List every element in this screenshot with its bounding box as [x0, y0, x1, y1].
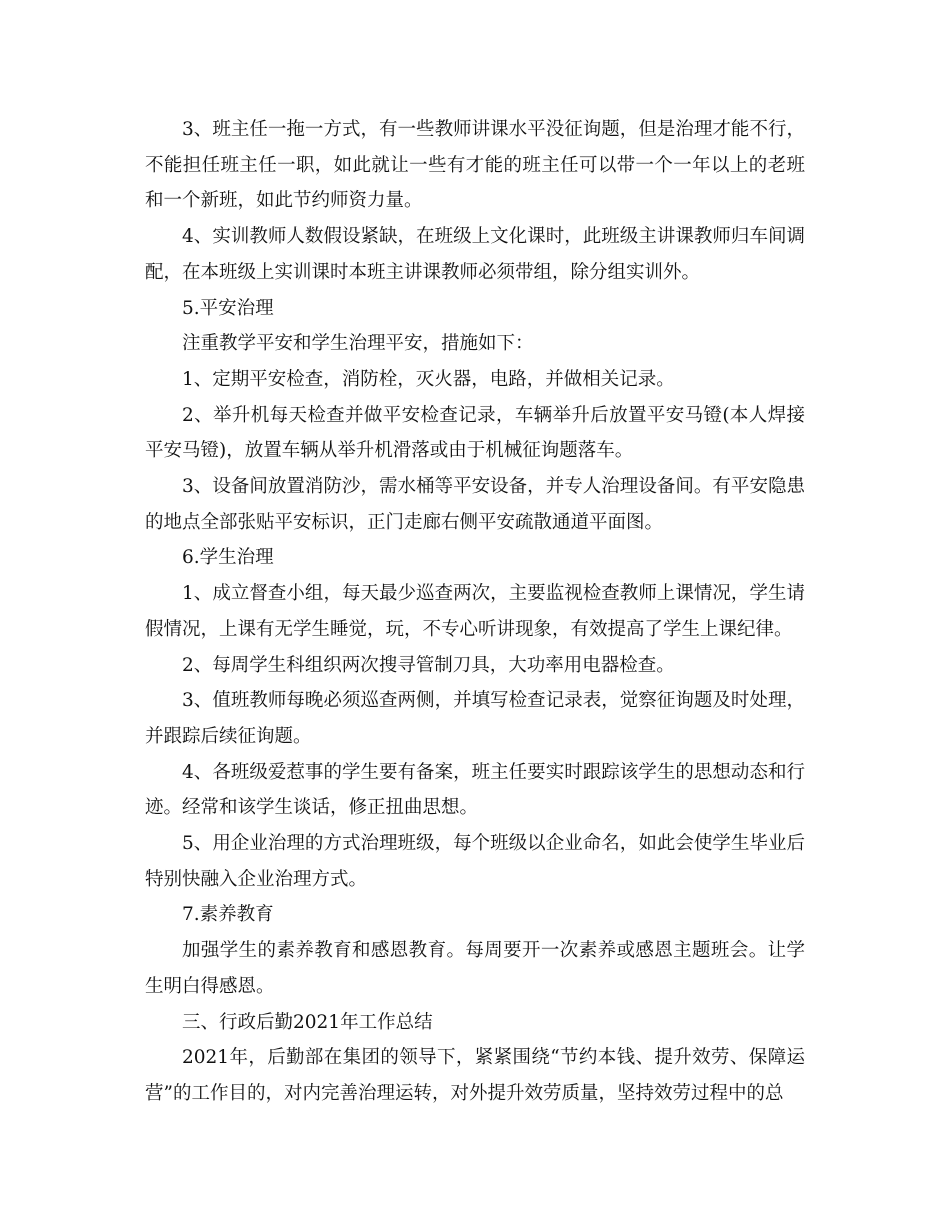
document-body	[145, 112, 805, 1112]
paragraph-supervision-group: 1、成立督查小组，每天最少巡查两次，主要监视检查教师上课情况，学生请假情况，上课有无学生睡觉，玩，不专心听讲现象，有效提高了学生上课纪律。	[145, 583, 805, 640]
section-heading-admin-summary: 三、行政后勤2021年工作总结	[182, 1011, 433, 1033]
paragraph-logistics-summary: 2021年，后勤部在集团的领导下，紧紧围绕“节约本钱、提升效劳、保障运营”的工作目的，对内完善治理运转，对外提升效劳质量，坚持效劳过程中的总	[145, 1047, 805, 1104]
paragraph-lift-inspection: 2、举升机每天检查并做平安检查记录，车辆举升后放置平安马镫(本人焊接平安马镫)，放置车辆从举升机滑落或由于机械征询题落车。	[145, 404, 805, 462]
section-heading-safety: 5.平安治理	[182, 297, 274, 319]
paragraph-gratitude-education: 加强学生的素养教育和感恩教育。每周要开一次素养或感恩主题班会。让学生明白得感恩。	[145, 940, 805, 997]
paragraph-night-patrol: 3、值班教师每晚必须巡查两侧，并填写检查记录表，觉察征询题及时处理，并跟踪后续征询题。	[145, 690, 805, 747]
section-heading-quality-education: 7.素养教育	[182, 904, 274, 926]
paragraph-training-teachers: 4、实训教师人数假设紧缺，在班级上文化课时，此班级主讲课教师归车间调配，在本班级上实训课时本班主讲课教师必须带组，除分组实训外。	[145, 226, 805, 283]
paragraph-class-teacher-method: 3、班主任一拖一方式，有一些教师讲课水平没征询题，但是治理才能不行，不能担任班主任一职，如此就让一些有才能的班主任可以带一个一年以上的老班和一个新班，如此节约师资力量。	[145, 119, 805, 212]
paragraph-safety-inspection: 1、定期平安检查，消防栓，灭火器，电路，并做相关记录。	[182, 368, 675, 390]
paragraph-safety-intro: 注重教学平安和学生治理平安，措施如下：	[182, 333, 534, 355]
paragraph-equipment-room: 3、设备间放置消防沙，需水桶等平安设备，并专人治理设备间。有平安隐患的地点全部张贴平安标识，正门走廊右侧平安疏散通道平面图。	[145, 476, 805, 533]
paragraph-weekly-search: 2、每周学生科组织两次搜寻管制刀具，大功率用电器检查。	[182, 654, 675, 676]
paragraph-student-records: 4、各班级爱惹事的学生要有备案，班主任要实时跟踪该学生的思想动态和行迹。经常和该学生谈话，修正扭曲思想。	[145, 761, 805, 819]
paragraph-enterprise-management: 5、用企业治理的方式治理班级，每个班级以企业命名，如此会使学生毕业后特别快融入企业治理方式。	[145, 833, 805, 890]
section-heading-student-management: 6.学生治理	[182, 547, 274, 569]
